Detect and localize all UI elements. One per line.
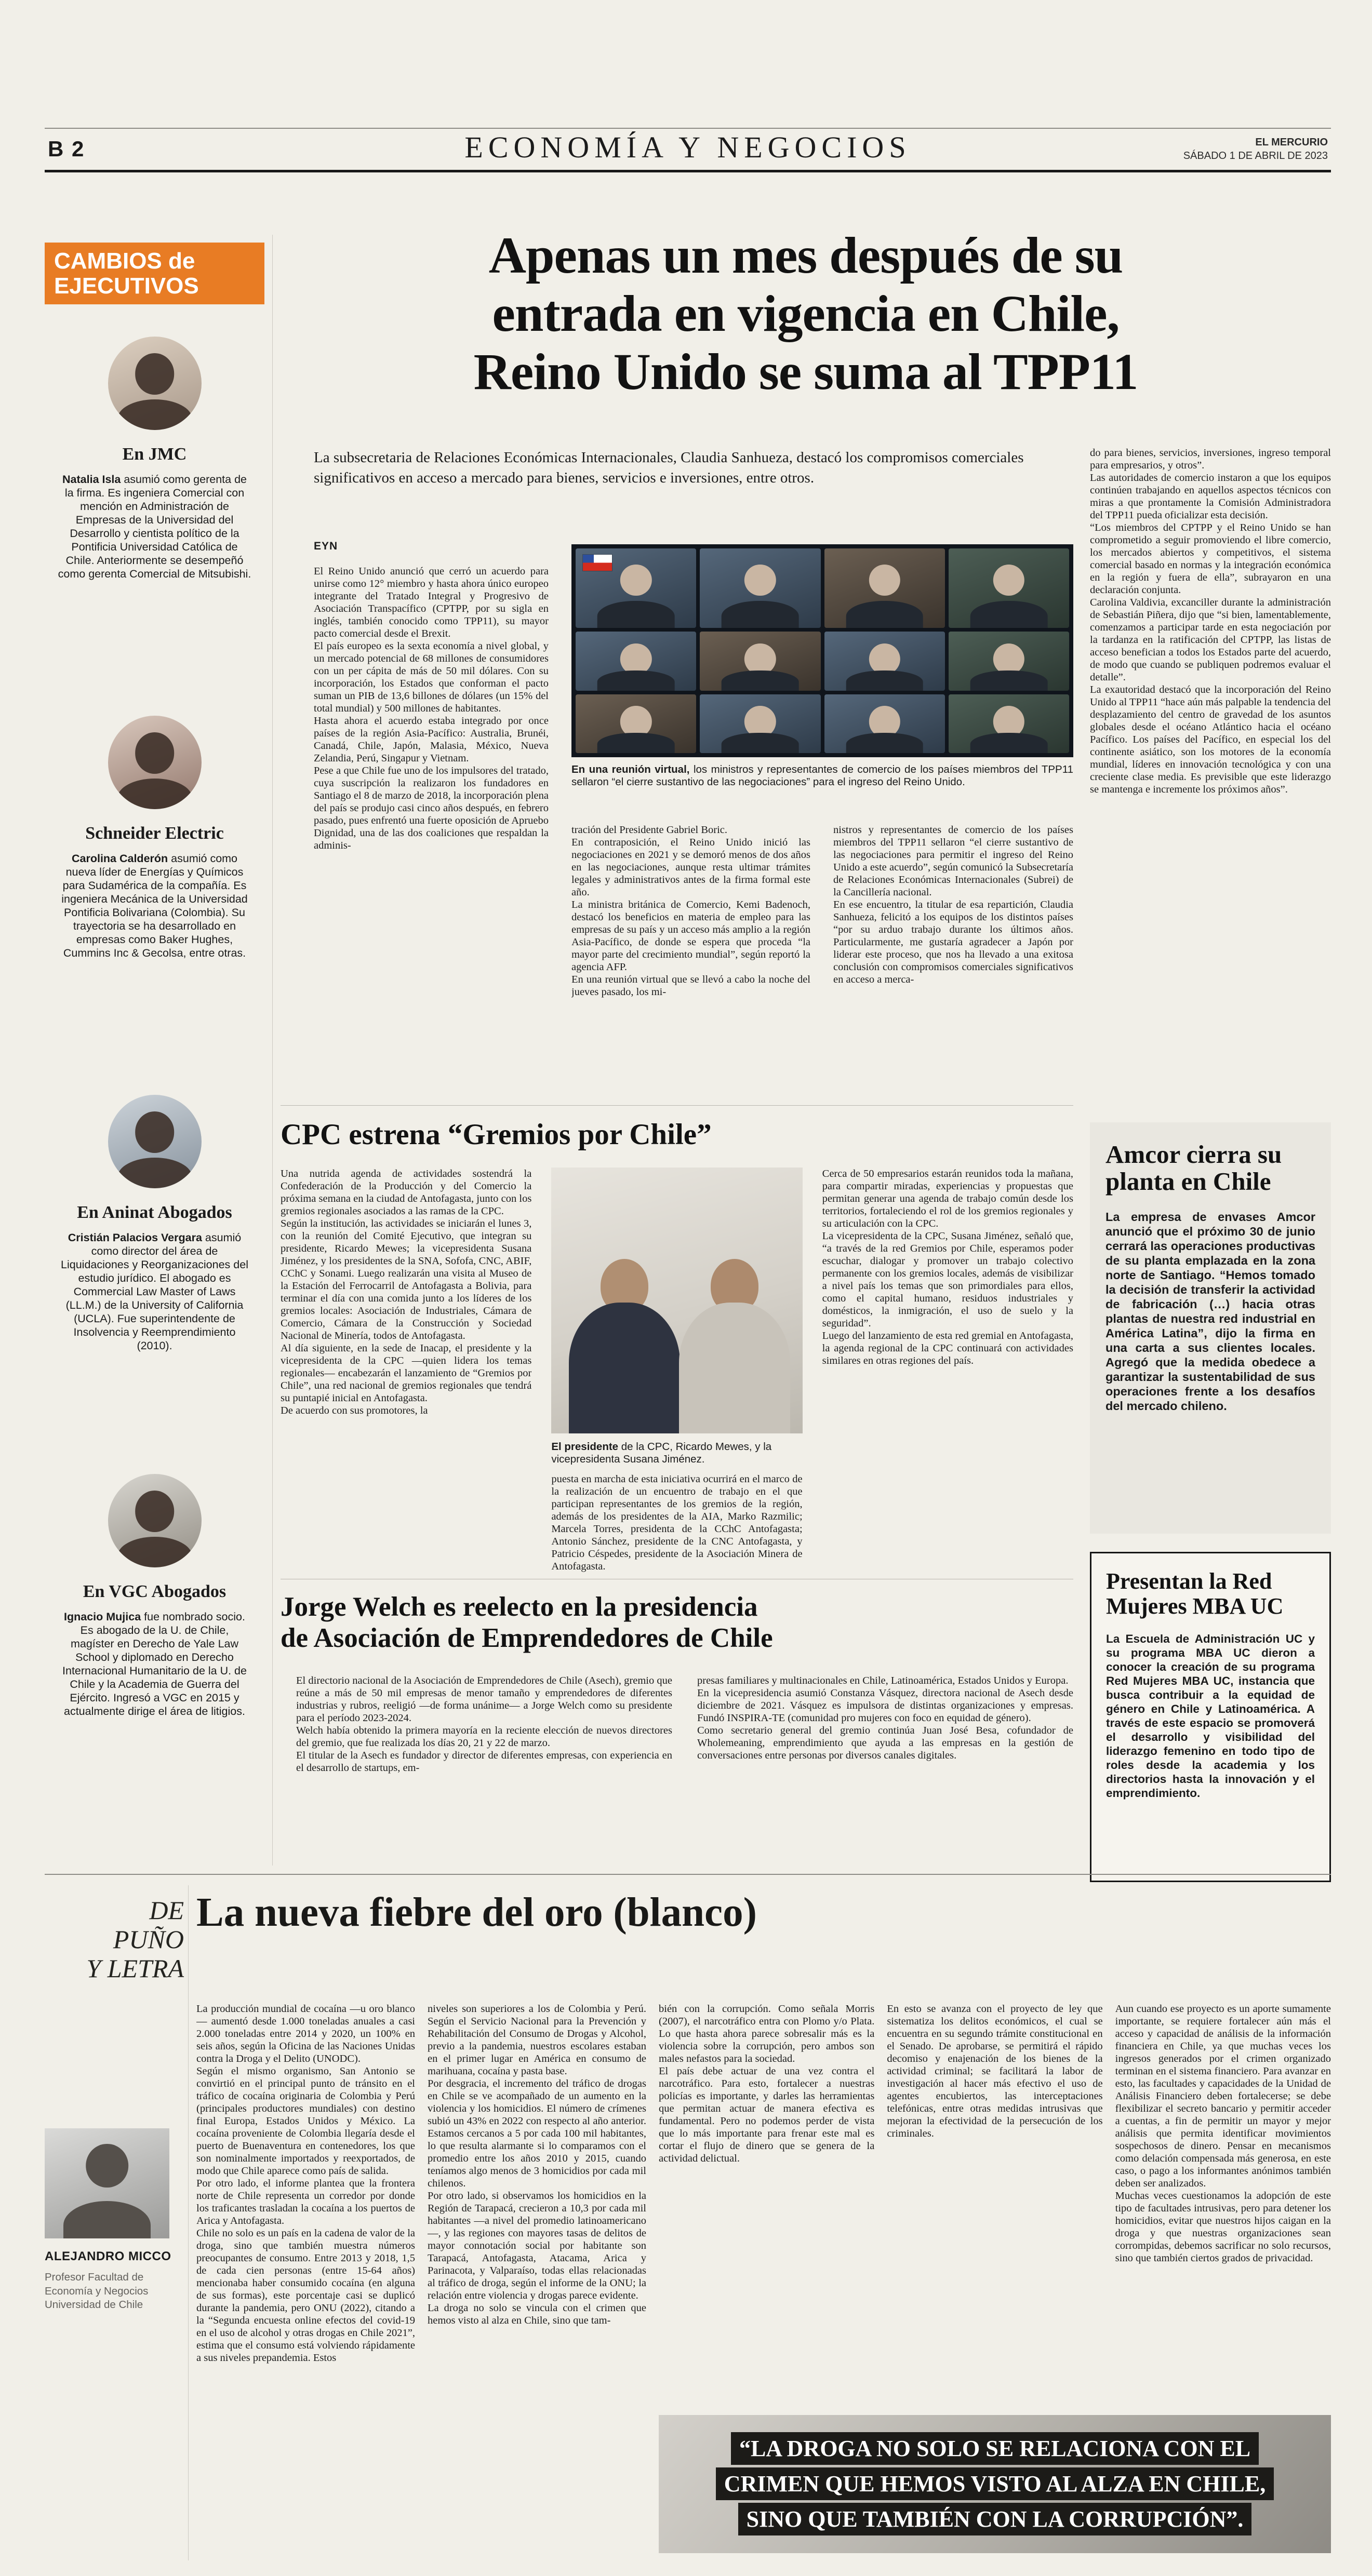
executive-photo (108, 1095, 202, 1188)
opinion-column-3: bién con la corrupción. Como señala Morris (2007), el narcotráfico entra con Plomo y/o Plata. Lo que hasta ahora parece sobresalir más es la violencia sobre la corrupción, pero ambos son males nefastos para la sociedad. El país debe actuar de una vez contra el narcotráfico. Para esto, fortalecer a nuestras policías es importante, y darles las herramientas que permitan actuar de manera efectiva es fundamental. Pero no podemos perder de vista que lo más importante para frenar este mal es cortar el flujo de dinero que se genera de la actividad delictual. (659, 2003, 875, 2164)
executive-company: En Aninat Abogados (77, 1203, 232, 1223)
executive-photo (108, 716, 202, 809)
section-divider (281, 1105, 1073, 1106)
welch-headline (281, 1591, 1164, 1654)
executive-name: Ignacio Mujica (64, 1611, 141, 1624)
lead-deck: La subsecretaria de Relaciones Económicas Internacionales, Claudia Sanhueza, destacó los compromisos comerciales significativos en acceso a mercado para bienes, servicios e inversiones, entre otros. (314, 449, 1024, 486)
executive-profile (45, 1095, 264, 1442)
cpc-headline: CPC estrena “Gremios por Chile” (281, 1118, 712, 1151)
caption-text: los ministros y representantes de comercio de los países miembros del TPP11 sellaron “el cierre sustantivo de las negociaciones” para el ingreso del Reino Unido. (571, 763, 1074, 788)
video-tile (824, 632, 945, 690)
cpc-column-2 (551, 1168, 802, 1582)
video-tile (576, 694, 696, 753)
lead-headline-line: Reino Unido se suma al TPP11 (473, 343, 1138, 400)
executive-company: En JMC (122, 445, 187, 464)
column-rule (188, 1885, 189, 2560)
executive-bio-text: fue nombrado socio. Es abogado de la U. de Chile, magíster en Derecho de Yale Law School y diplomado en Derecho Internacional Humanitario de la U. de Chile y la Academia de Guerra del Ejército. Ingresó a VGC en 2015 y actualmente dirige el área de litigios. (62, 1611, 247, 1718)
lead-article-column-2: tración del Presidente Gabriel Boric. En contraposición, el Reino Unido inició las negociaciones en 2021 y se demoró menos de dos años en las negociaciones, aunque resta ultimar trámites legales y administrativos antes de la firma formal este año. La ministra británica de Comercio, Kemi Badenoch, destacó los beneficios en materia de empleo para las empresas de su país y un acceso más amplio a la región Asia-Pacífico, de donde se espera que proceda “la mayor parte del crecimiento mundial”, según reportó la agencia AFP. En una reunión virtual que se llevó a cabo la noche del jueves pasado, los mi- (571, 824, 810, 998)
lead-headline (281, 226, 1331, 401)
welch-column-1: El directorio nacional de la Asociación de Emprendedores de Chile (Asech), gremio que reúne a más de 50 mil empresas de menor tamaño y emprendedores de diferentes industrias y rubros, reeligió —de forma unánime— a Jorge Welch como su presidente para el período 2023-2024. Welch había obtenido la primera mayoría en la reciente elección de nuevos directores del gremio, que fue realizada los días 20, 21 y 22 de marzo. El titular de la Asech es fundador y director de diferentes empresas, con experiencia en el desarrollo de startups, em- (296, 1675, 672, 1774)
silhouette-torso (679, 1303, 790, 1433)
cpc-leaders-photo (551, 1168, 802, 1433)
cpc-column-2-text: puesta en marcha de esta iniciativa ocurrirá en el marco de la realización de un encuentro de trabajo en el que participan representantes de los gremios de la región, además de los presidentes de la AIA, Marko Razmilic; Marcela Torres, presidenta de la CChC Antofagasta; Antonio Sánchez, presidente de la CNC Antofagasta, y Patricio Céspedes, presidente de la Asociación Minera de Antofagasta. (551, 1473, 803, 1572)
banner-line-2: EJECUTIVOS (54, 273, 199, 299)
opinion-article (196, 2003, 1331, 2553)
pull-quote-photo (659, 2415, 1331, 2553)
executives-banner (45, 243, 264, 304)
caption-lead: En una reunión virtual, (571, 763, 690, 775)
chile-flag-icon (583, 555, 612, 571)
video-tile (949, 548, 1069, 628)
mba-headline: Presentan la Red Mujeres MBA UC (1106, 1568, 1284, 1619)
silhouette-torso (569, 1303, 680, 1433)
cpc-column-1: Una nutrida agenda de actividades sostendrá la Confederación de la Producción y del Comercio la próxima semana en la ciudad de Antofagasta, junto con los gremios regionales asociados a las ramas de la CPC. Según la institución, las actividades se iniciarán el lunes 3, con la reunión del Comité Ejecutivo, que integran su presidente, Ricardo Mewes; la vicepresidenta Susana Jiménez, y los presidentes de la SNA, Sofofa, CNC, ABIF, CChC y Sonami. Luego realizarán una visita al Museo de la Estación del Ferrocarril de Antofagasta a Bolivia, para terminar el día con una comida junto a los líderes de los gremios locales: Asociación de Industriales, Cámara de Comercio, Cámara de la Construcción y Sociedad Nacional de Minería, todos de Antofagasta. Al día siguiente, en la sede de Inacap, el presidente y la vicepresidenta de la CPC —quien lidera los temas regionales— encabezarán el lanzamiento de “Gremios por Chile”, una red nacional de gremios regionales que tendrá su puntapié inicial en Antofagasta. De acuerdo con sus promotores, la (281, 1168, 532, 1416)
welch-headline-line: Jorge Welch es reelecto en la presidencia (281, 1592, 758, 1622)
section-title: ECONOMÍA Y NEGOCIOS (464, 130, 911, 164)
page-header (45, 128, 1331, 172)
kicker-line: Y LETRA (86, 1954, 184, 1983)
opinion-headline: La nueva fiebre del oro (blanco) (196, 1890, 757, 1935)
opinion-left-columns (196, 2003, 646, 2553)
pull-quote (694, 2431, 1296, 2538)
executive-bio-text: asumió como director del área de Liquidaciones y Reorganizaciones del estudio jurídico. El abogado es Commercial Law Master of Laws (LL.M.) de la University of California (UCLA). Fue superintendente de Insolvencia y Reemprendimiento (2010). (61, 1231, 248, 1352)
welch-article (296, 1674, 1073, 1866)
executive-bio-text: asumió como gerenta de la firma. Es ingeniera Comercial con mención en Administración de Empresas de la Universidad del Desarrollo y cientista político de la Pontificia Universidad Católica de Chile. Anteriormente se desempeñó como gerenta Comercial de Mitsubishi. (58, 473, 251, 581)
caption-lead: El presidente (551, 1441, 619, 1453)
executive-photo (108, 337, 202, 430)
kicker-line: PUÑO (113, 1925, 184, 1954)
executive-photo (108, 1474, 202, 1567)
tpp11-photo-caption (571, 763, 1073, 788)
executives-sidebar (45, 243, 264, 1821)
section-divider (45, 1874, 1331, 1875)
masthead: EL MERCURIO (1255, 137, 1328, 148)
video-tile (700, 694, 820, 753)
executive-bio (45, 1610, 264, 1718)
lead-article-column-1: El Reino Unido anunció que cerró un acuerdo para unirse como 12° miembro y hasta ahora único europeo integrante del Tratado Integral y Progresivo de Asociación Transpacífico (CPTPP, por su sigla en inglés, también conocido como TPP11), su mayor pacto comercial desde el Brexit. El país europeo es la sexta economía a nivel global, y un mercado potencial de 68 millones de consumidores con un per cápita de más de 50 mil dólares. Con su incorporación, los Estados que conforman el pacto suman un PIB de 13,6 billones de dólares (un 15% del total mundial) y 500 millones de habitantes. Hasta ahora el acuerdo estaba integrado por once países de la región Asia-Pacífico: Australia, Brunéi, Canadá, Chile, Japón, Malasia, México, Nueva Zelandia, Perú, Singapur y Vietnam. Pese a que Chile fue uno de los impulsores del tratado, cuya suscripción la realizaron los fundadores en Santiago el 8 de marzo de 2018, la incorporación plena del país se produjo casi cinco años después, en febrero pasado, pues enfrentó una fuerte oposición de Apruebo Dignidad, una de las dos coaliciones que respaldan la adminis- (314, 566, 549, 851)
amcor-brief (1090, 1122, 1331, 1534)
author-photo (45, 2128, 169, 2238)
cpc-column-3: Cerca de 50 empresarios estarán reunidos toda la mañana, para compartir miradas, experiencias y propuestas que permitan generar una agenda de trabajo común desde los territorios, fortaleciendo el rol de los gremios regionales y su articulación con la CPC. La vicepresidenta de la CPC, Susana Jiménez, señaló que, “a través de la red Gremios por Chile, esperamos poder escuchar, dialogar y promover un trabajo colectivo permanente con los gremios locales, además de visibilizar a nivel país los temas que son primordiales para ellos, como el capital humano, residuos industriales y domésticos, la inmigración, el uso de suelo y la seguridad”. Luego del lanzamiento de esta red gremial en Antofagasta, la agenda regional de la CPC continuará con actividades similares en otras regiones del país. (822, 1168, 1073, 1366)
mba-body: La Escuela de Administración UC y su programa MBA UC dieron a conocer la creación de su programa Red Mujeres MBA UC, instancia que busca contribuir a la equidad de género en Chile y Latinoamérica. A través de este espacio se promoverá el desarrollo y visibilidad del liderazgo femenino en todo tipo de roles desde la academia y los directorios hasta la innovación y el emprendimiento. (1106, 1632, 1315, 1800)
pull-quote-text: “LA DROGA NO SOLO SE RELACIONA CON EL CRIMEN QUE HEMOS VISTO AL ALZA EN CHILE, SINO QUE TAMBIÉN CON LA CORRUPCIÓN”. (716, 2432, 1274, 2535)
video-tile (576, 632, 696, 690)
lead-article-column-4: do para bienes, servicios, inversiones, ingreso temporal para empresarios, y otros”. Las autoridades de comercio instaron a que los equipos continúen trabajando en aquellos aspectos técnicos con miras a que prontamente la Comisión Administradora del TPP11 pueda oficializar esta decisión. “Los miembros del CPTPP y el Reino Unido se han comprometido a seguir promoviendo el libre comercio, los mercados abiertos y competitivos, el sistema comercial basado en normas y la integración económica en la región y fuera de ella”, subrayaron en una declaración conjunta. Carolina Valdivia, excanciller durante la administración de Sebastián Piñera, dijo que “si bien, lamentablemente, comenzamos a participar tarde en esta negociación por la tardanza en la ratificación del CPTPP, las listas de acceso benefician a todos los Estados parte del acuerdo, de modo que cuando se publiquen podremos evaluar el detalle”. La exautoridad destacó que la incorporación del Reino Unido al TPP11 “hace aún más palpable la tendencia del desplazamiento del centro de gravedad de los asuntos globales desde el océano Atlántico hacia el océano Pacífico. Los países del Pacífico, en especial los del continente asiático, son los motores de la economía mundial, líderes en innovación tecnológica y con una creciente clase media. Es previsible que este liderazgo se mantenga e incremente los próximos años”. (1090, 447, 1331, 795)
author-name: ALEJANDRO MICCO (45, 2249, 171, 2263)
lead-headline-line: entrada en vigencia en Chile, (492, 285, 1120, 342)
executive-name: Carolina Calderón (71, 852, 168, 865)
lead-byline: EYN (314, 540, 338, 552)
video-tile (700, 548, 820, 628)
tpp11-meeting-photo (571, 544, 1073, 757)
opinion-column-2: niveles son superiores a los de Colombia y Perú. Según el Servicio Nacional para la Prevención y Rehabilitación del Consumo de Drogas y Alcohol, previo a la pandemia, nuestros escolares estaban en el primer lugar en América en consumo de marihuana, cocaína y pasta base. Por desgracia, el incremento del tráfico de drogas en Chile se ve acompañado de un aumento en la violencia y los homicidios. El número de crímenes subió un 43% en 2022 con respecto al año anterior. Estamos cercanos a 5 por cada 100 mil habitantes, lo que resulta alarmante si lo comparamos con el promedio entre los años 2010 y 2015, cuando teníamos algo menos de 3 homicidios por cada mil chilenos. Por otro lado, si observamos los homicidios en la Región de Tarapacá, crecieron a 10,3 por cada mil habitantes —a nivel del promedio latinoamericano—, y las regiones con mayores tasas de delitos de mayor connotación social por habitante son Tarapacá, Antofagasta, Atacama, Arica y Parinacota, y Valparaíso, todas ellas relacionadas al tráfico de droga, según el informe de la ONU; la relación entre violencia y drogas parece evidente. La droga no solo se vincula con el crimen que hemos visto al alza en Chile, sino que tam- (428, 2003, 646, 2326)
executive-bio (45, 1231, 264, 1352)
video-tile (824, 694, 945, 753)
welch-headline-line: de Asociación de Emprendedores de Chile (281, 1623, 773, 1654)
person-silhouette-mewes (569, 1259, 680, 1433)
cpc-photo-caption (551, 1441, 802, 1466)
executive-name: Natalia Isla (62, 473, 121, 486)
video-tile (576, 548, 696, 628)
executive-profile (45, 716, 264, 1063)
lead-article-column-3: nistros y representantes de comercio de los países miembros del TPP11 sellaron “el cierre sustantivo de las negociaciones para permitir el ingreso del Reino Unido a este acuerdo”, según comunicó la Subsecretaría de Relaciones Económicas Internacionales (Subrei) de la Cancillería nacional. En ese encuentro, la titular de esa repartición, Claudia Sanhueza, felicitó a los equipos de los distintos países “por su arduo trabajo durante los últimos años. Particularmente, me gustaría agradecer a Japón por liderar este proceso, que nos ha llevado a una exitosa conclusión con compromisos comerciales significativos en acceso a merca- (833, 824, 1073, 985)
edition-date: SÁBADO 1 DE ABRIL DE 2023 (1183, 150, 1328, 162)
person-silhouette-jimenez (679, 1259, 790, 1433)
video-tile (824, 548, 945, 628)
executive-bio-text: asumió como nueva líder de Energías y Químicos para Sudamérica de la compañía. Es ingeniera Mecánica de la Universidad Pontificia Bolivariana (Colombia). Su trayectoria se ha desarrollado en empresas como Baker Hughes, Cummins Inc & Gecolsa, entre otras. (61, 852, 248, 960)
amcor-body: La empresa de envases Amcor anunció que el próximo 30 de junio cerrará las operaciones productivas de su planta emplazada en la zona norte de Santiago. “Hemos tomado la decisión de transferir la actividad de fabricación (…) hacia otras plantas de nuestra red industrial en América Latina”, dijo la firma en una carta a sus clientes locales. Agregó que la medida obedece a garantizar la sustentabilidad de sus operaciones frente a los desafíos del mercado chileno. (1105, 1210, 1315, 1413)
executive-profile (45, 337, 264, 683)
opinion-column-1: La producción mundial de cocaína —u oro blanco— aumentó desde 1.000 toneladas anuales a casi 2.000 toneladas entre 2014 y 2020, un 100% en seis años, según la Oficina de las Naciones Unidas contra la Droga y el Delito (UNODC). Según el mismo organismo, San Antonio se convirtió en el principal punto de tránsito en el tráfico de cocaína originaria de Colombia y Perú (principales productores mundiales) con destino final Europa, Estados Unidos y México. La cocaína proveniente de Colombia llegaría desde el puerto de Buenaventura en contenedores, los que son nominalmente importados y reexportados, de modo que Chile aparece como país de salida. Por otro lado, el informe plantea que la frontera norte de Chile representa un corredor por donde los traficantes trasladan la cocaína a los puertos de Arica y Antofagasta. Chile no solo es un país en la cadena de valor de la droga, sino que también muestra números preocupantes de consumo. Entre 2013 y 2018, 1,5 de cada cien personas (entre 15-64 años) mencionaba haber consumido cocaína (en alguna de sus formas), este porcentaje casi se duplicó durante la pandemia, pero ONU (2022), citando a la “Segunda encuesta online efectos del covid-19 en el uso de alcohol y otras drogas en Chile 2021”, estima que el consumo está volviendo rápidamente a sus niveles prepandemia. Estos (196, 2003, 415, 2364)
opinion-right-block (659, 2003, 1331, 2553)
video-tile (949, 694, 1069, 753)
kicker-line: DE (149, 1896, 184, 1925)
opinion-right-columns (659, 2003, 1331, 2404)
video-tile (949, 632, 1069, 690)
lead-headline-line: Apenas un mes después de su (488, 226, 1123, 284)
column-rule (272, 235, 273, 1866)
opinion-column-4: En esto se avanza con el proyecto de ley que sistematiza los delitos económicos, el cual se encuentra en su segundo trámite constitucional en el Senado. De aprobarse, se permitirá el rápido decomiso y enajenación de los bienes de la actividad criminal; se facilitará la labor de investigación al hacer más efectivo el uso de agentes encubiertos, las interceptaciones telefónicas, entre otras medidas intrusivas que mejoran la efectividad de la persecución de los criminales. (887, 2003, 1103, 2139)
amcor-headline: Amcor cierra su planta en Chile (1105, 1140, 1282, 1196)
welch-column-2: presas familiares y multinacionales en Chile, Latinoamérica, Estados Unidos y Europa. En la vicepresidencia asumió Constanza Vásquez, directora nacional de Asech desde diciembre de 2021. Vásquez es impulsora de distintas organizaciones y empresas. Fundó INSPIRA-TE (comunidad pro mujeres con foco en equidad de género). Como secretario general del gremio continúa Juan José Besa, cofundador de Wholemeaning, emprendimiento que ayuda a las empresas en la gestión de conversaciones entre personas por diversos canales digitales. (697, 1675, 1073, 1761)
cpc-article (281, 1168, 1073, 1582)
video-tile (700, 632, 820, 690)
author-title: Profesor Facultad de Economía y Negocios Universidad de Chile (45, 2271, 149, 2311)
executive-profile (45, 1474, 264, 1821)
video-call-grid (576, 548, 1069, 753)
executive-bio (45, 852, 264, 960)
page-number: B 2 (48, 137, 85, 161)
executive-name: Cristián Palacios Vergara (68, 1231, 202, 1244)
masthead-block (1183, 136, 1328, 163)
executive-bio (45, 473, 264, 581)
executive-company: En VGC Abogados (83, 1582, 227, 1602)
caption-text: de la CPC, Ricardo Mewes, y la vicepresidenta Susana Jiménez. (551, 1441, 772, 1465)
banner-line-1: CAMBIOS de (54, 248, 195, 274)
executive-company: Schneider Electric (85, 824, 224, 843)
opinion-kicker (45, 1896, 184, 1983)
opinion-author-block (45, 2128, 184, 2312)
opinion-column-5: Aun cuando ese proyecto es un aporte sumamente importante, se requiere fortalecer aún más el acceso y capacidad de análisis de la información financiera en Chile, ya que muchas veces los ingresos generados por el crimen organizado terminan en el sistema financiero. Para avanzar en esto, las facultades y capacidades de la Unidad de Análisis Financiero deben fortalecerse; se debe flexibilizar el secreto bancario y permitir acceder a cuentas, a fin de permitir un mayor y mejor análisis que permita identificar movimientos sospechosos de dinero. Pensar en mecanismos como delación compensada más generosa, en este caso, o pago a los informantes anónimos también deben ser analizados. Muchas veces cuestionamos la adopción de este tipo de facultades intrusivas, pero para detener los homicidios, evitar que nuestros hijos caigan en la droga y que nuestras organizaciones sean corrompidas, debemos sacrificar no solo recursos, sino que también ciertos grados de privacidad. (1115, 2003, 1331, 2264)
